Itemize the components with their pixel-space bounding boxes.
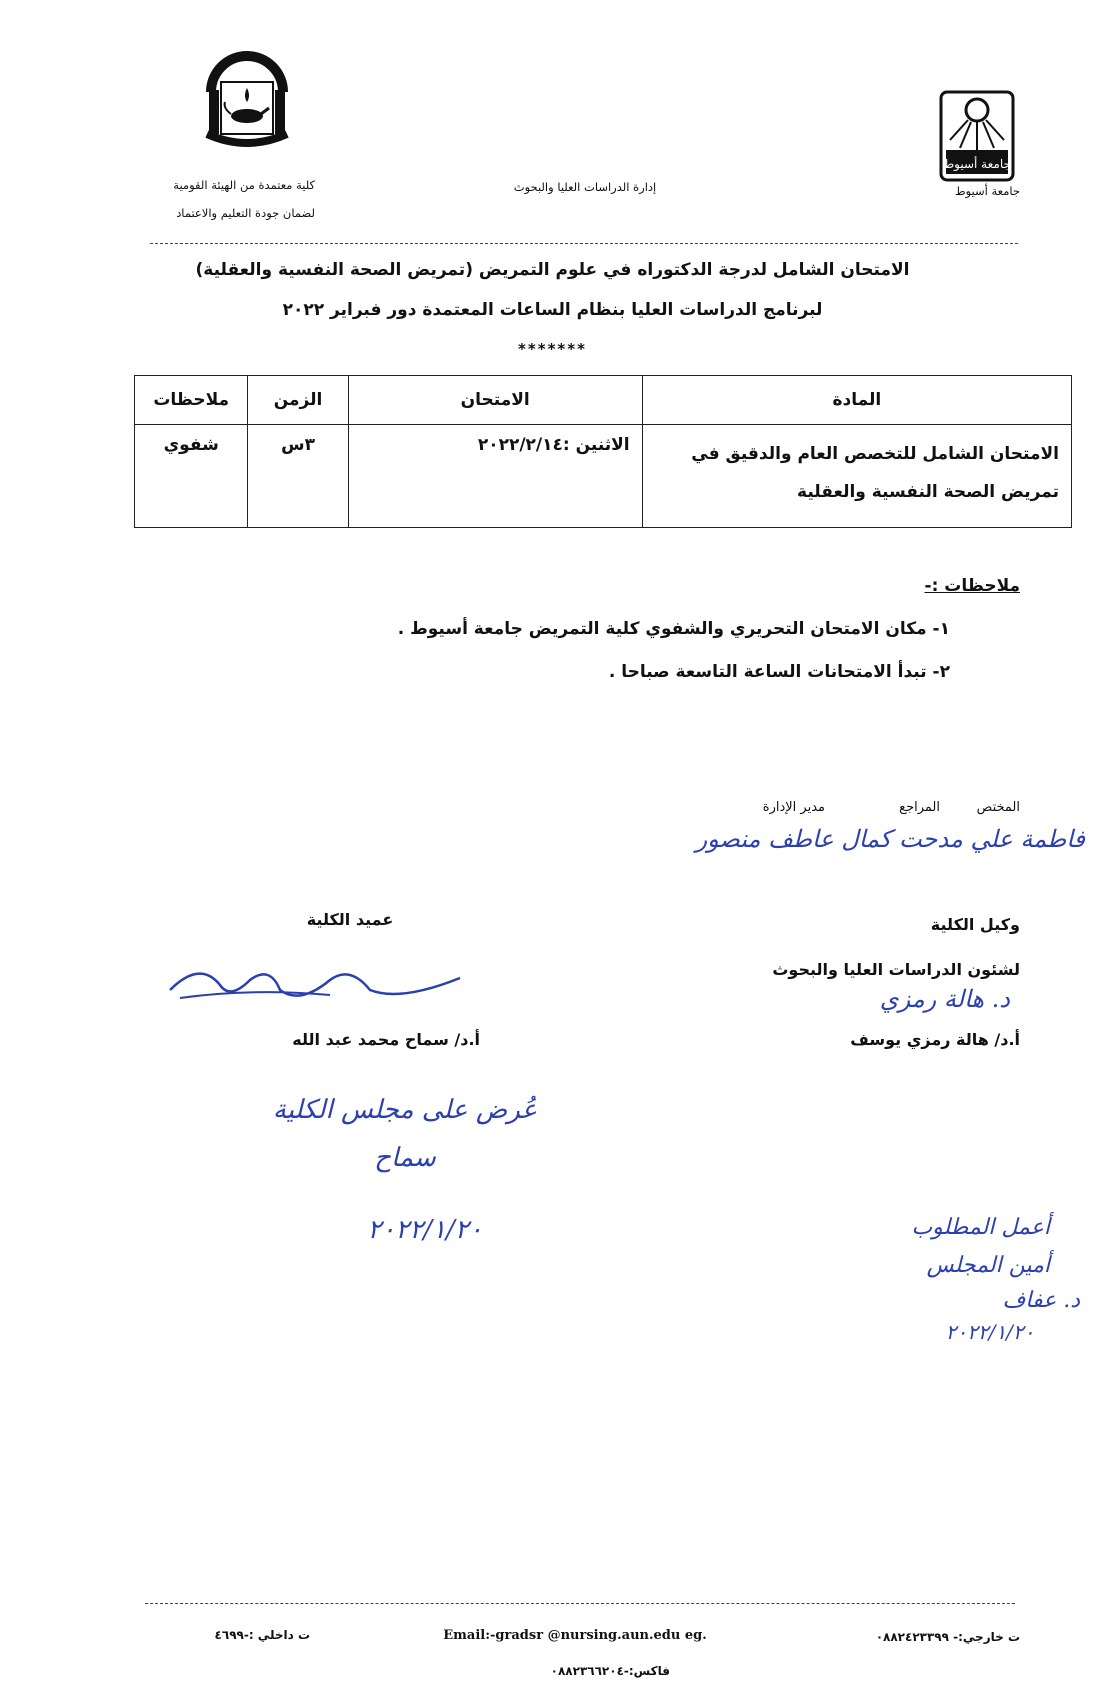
title-stars: ******* [518, 340, 587, 358]
vice-dean-signature: د. هالة رمزي [879, 985, 1010, 1013]
vice-dean-subtitle: لشئون الدراسات العليا والبحوث [772, 960, 1020, 979]
logo-text: جامعة أسيوط [943, 157, 1011, 171]
council-note-line-1: عُرض على مجلس الكلية [272, 1095, 538, 1125]
specialist-label: المختص [976, 800, 1020, 815]
faculty-of-nursing-logo [203, 52, 291, 144]
dean-title: عميد الكلية [306, 910, 394, 929]
secretary-note-line-1: أعمل المطلوب [911, 1215, 1050, 1240]
contact-email: Email:-gradsr @nursing.aun.edu eg. [443, 1628, 707, 1643]
header-divider [150, 243, 1018, 244]
internal-phone: ت داخلي :-٤٦٩٩ [214, 1628, 310, 1642]
reviewer-label: المراجع [899, 800, 940, 815]
document-title-line-1: الامتحان الشامل لدرجة الدكتوراه في علوم التمريض (تمريض الصحة النفسية والعقلية) [195, 260, 910, 280]
secretary-note-line-3: د. عفاف [1002, 1288, 1080, 1313]
exam-date-cell: الاثنين :٢٠٢٢/٢/١٤ [348, 425, 642, 528]
assiut-university-logo [938, 88, 1016, 184]
dean-signature [160, 950, 470, 1010]
vice-dean-name: أ.د/ هالة رمزي يوسف [850, 1030, 1020, 1049]
subject-line-2: تمريض الصحة النفسية والعقلية [797, 482, 1059, 502]
header-notes: ملاحظات [135, 376, 248, 425]
document-title-line-2: لبرنامج الدراسات العليا بنظام الساعات المعتمدة دور فبراير ٢٠٢٢ [282, 300, 823, 320]
table-row [135, 425, 1072, 528]
exam-schedule-table [134, 375, 1072, 528]
secretary-note-line-2: أمين المجلس [926, 1253, 1050, 1278]
note-item-2: ٢- تبدأ الامتحانات الساعة التاسعة صباحا . [608, 662, 950, 682]
table-header-row [135, 376, 1072, 425]
fax-number: فاكس:-٠٨٨٢٣٦٦٢٠٤ [550, 1664, 670, 1678]
header-subject: المادة [642, 376, 1071, 425]
accreditation-line-2: لضمان جودة التعليم والاعتماد [176, 206, 315, 220]
vice-dean-title: وكيل الكلية [930, 915, 1020, 934]
manager-label: مدير الإدارة [762, 800, 825, 815]
header-exam: الامتحان [348, 376, 642, 425]
council-note-line-2: سماح [374, 1143, 436, 1173]
header-time: الزمن [248, 376, 348, 425]
dean-name: أ.د/ سماح محمد عبد الله [292, 1030, 480, 1049]
footer-divider [145, 1603, 1015, 1604]
note-item-1: ١- مكان الامتحان التحريري والشفوي كلية التمريض جامعة أسيوط . [397, 619, 950, 639]
notes-cell: شفوي [135, 425, 248, 528]
accreditation-line-1: كلية معتمدة من الهيئة القومية [173, 178, 315, 192]
council-note-date: ٢٠٢٢/١/٢٠ [367, 1215, 483, 1245]
university-name-label: جامعة أسيوط [954, 184, 1020, 198]
department-name-label: إدارة الدراسات العليا والبحوث [513, 180, 657, 194]
external-phone: ت خارجي:- ٠٨٨٢٤٢٣٣٩٩ [875, 1630, 1020, 1644]
notes-heading: ملاحظات :- [924, 576, 1020, 596]
subject-line-1: الامتحان الشامل للتخصص العام والدقيق في [691, 444, 1059, 464]
secretary-note-date: ٢٠٢٢/١/٢٠ [945, 1320, 1035, 1344]
staff-signatures: فاطمة علي مدحت كمال عاطف منصور [695, 825, 1085, 853]
time-cell: ٣س [248, 425, 348, 528]
subject-cell [642, 425, 1071, 528]
